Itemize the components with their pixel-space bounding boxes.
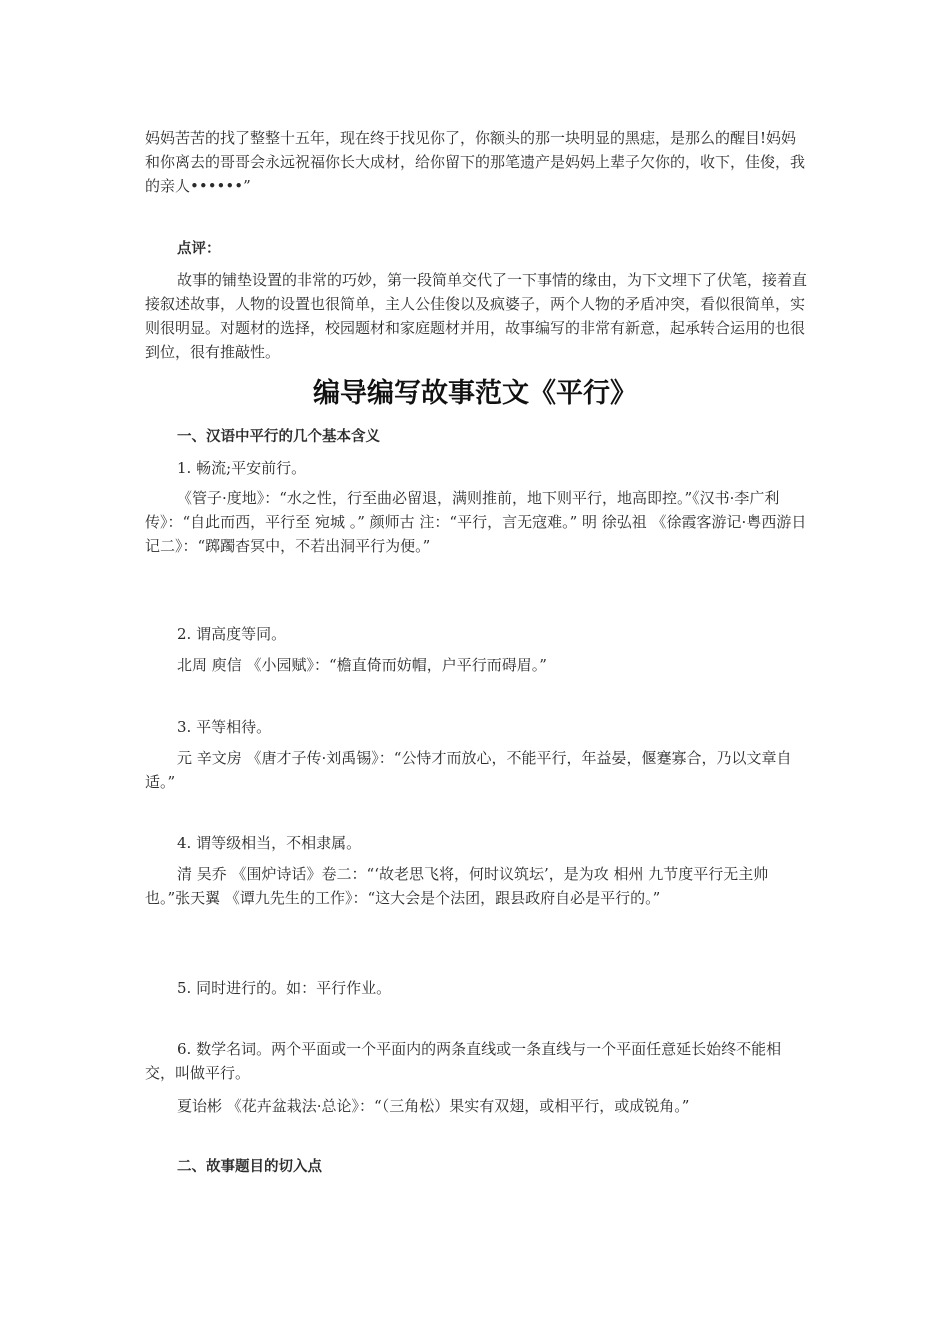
review-heading: 点评：	[177, 241, 221, 257]
review-paragraph: 故事的铺垫设置的非常的巧妙，第一段简单交代了一下事情的缘由，为下文埋下了伏笔，接着直接叙述故事，人物的设置也很简单，主人公佳俊以及疯婆子，两个人物的矛盾冲突，看似很简单，实则很明显。对题材的选择，校园题材和家庭题材并用，故事编写的非常有新意，起承转合运用的也很到位，很有推敲性。	[145, 271, 808, 361]
section-heading-entry-point: 二、故事题目的切入点	[177, 1159, 322, 1175]
meaning-item-quote: 夏诒彬 《花卉盆栽法·总论》：“（三角松）果实有双翅，或相平行，或成锐角。”	[177, 1097, 690, 1115]
meaning-item-quote: 清 吴乔 《围炉诗话》卷二：“‘故老思飞将，何时议筑坛’，是为攻 相州 九节度平行无主帅也。”张天翼 《谭九先生的工作》：“这大会是个法团，跟县政府自必是平行的。”	[145, 865, 769, 907]
meaning-item-quote: 北周 庾信 《小园赋》：“檐直倚而妨帽，户平行而碍眉。”	[177, 656, 547, 674]
meaning-item-label: 4. 谓等级相当，不相隶属。	[177, 834, 362, 852]
meaning-item-quote: 《管子·度地》：“水之性，行至曲必留退，满则推前，地下则平行，地高即控。”《汉书·李广利传》：“自此而西，平行至 宛城 。” 颜师古 注：“平行，言无寇难。” 明 徐弘祖 《徐霞客游记·粤西游日记二》：“踯躅杳冥中，不若出洞平行为便。”	[145, 489, 807, 555]
meaning-item-label: 2. 谓高度等同。	[177, 625, 287, 643]
article-title: 编导编写故事范文《平行》	[313, 378, 637, 409]
meaning-item-quote: 元 辛文房 《唐才子传·刘禹锡》：“公恃才而放心，不能平行，年益晏，偃蹇寡合，乃以文章自适。”	[145, 749, 792, 791]
meaning-item-label: 1. 畅流;平安前行。	[177, 459, 307, 477]
meaning-item-label: 3. 平等相待。	[177, 718, 272, 736]
meaning-item-label: 6. 数学名词。两个平面或一个平面内的两条直线或一条直线与一个平面任意延长始终不能相交，叫做平行。	[145, 1040, 782, 1082]
intro-paragraph: 妈妈苦苦的找了整整十五年，现在终于找见你了，你额头的那一块明显的黑痣，是那么的醒目!妈妈和你离去的哥哥会永远祝福你长大成材，给你留下的那笔遗产是妈妈上辈子欠你的，收下，佳俊，我的亲人••••••”	[145, 129, 806, 195]
section-heading-meanings: 一、汉语中平行的几个基本含义	[177, 429, 380, 445]
meaning-item-label: 5. 同时进行的。如：平行作业。	[177, 979, 392, 997]
